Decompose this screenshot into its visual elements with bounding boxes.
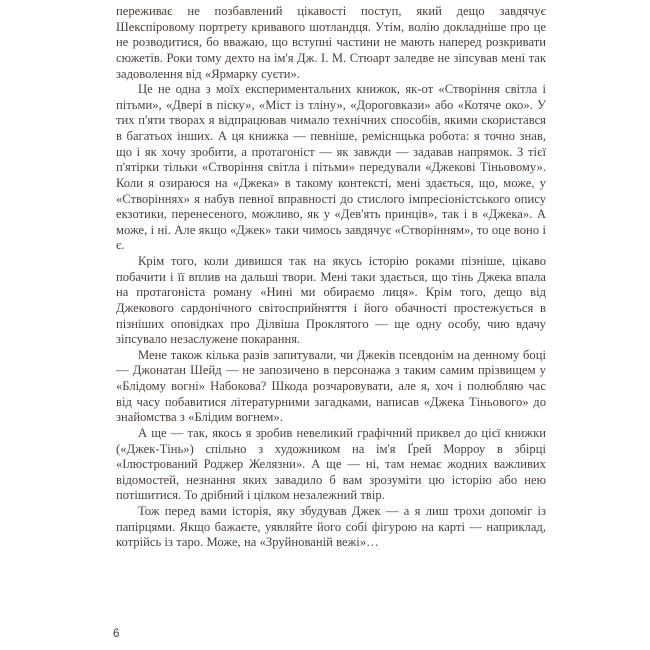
paragraph-1: переживає не позбавлений цікавості поступ, який дещо завдячує Шекспіровому портрету кривавого шотландця. Утім, волію докладніше про це не розводитися, бо вважаю, що вступні частини не мають наперед розкривати сюжетів. Роки тому дехто на ім'я Дж. І. М. Стюарт заледве не зіпсував мені так задоволення від «Ярмарку суєти». [116,4,546,81]
paragraph-2: Це не одна з моїх експериментальних книжок, як-от «Створіння світла і пітьми», «Двері в піску», «Міст із тліну», «Дороговкази» або «Котяче око». У тих п'яти творах я відпрацював чимало технічних способів, якими скористався в багатьох інших. А ця книжка — певніше, реміснщька робота: я точно знав, що і як хочу зробити, а протагоніст — як завжди — задавав напрямок. З тієї п'ятірки тільки «Створіння світла і пітьми» передували «Джекові Тіньовому». Коли я озираюся на «Джека» в такому контексті, мені здається, що, може, у «Створіннях» я набув певної вправності до стислого імпресіоністського опису екзотики, перенесеного, можливо, як у «Дев'ять принців», так і в «Джека». А може, і ні. Але якщо «Джек» таки чимось завдячує «Створінням», то оце воно і є. [116,82,546,253]
paragraph-6: Тож перед вами історія, яку збудував Джек — а я лиш трохи допоміг із папірцями. Якщо бажаєте, уявляйте його собі фігурою на карті — наприклад, котрійсь із таро. Може, на «Зруйнованій вежі»… [116,504,546,550]
paragraph-3: Крім того, коли дивишся так на якусь історію роками пізніше, цікаво побачити і її вплив на дальші твори. Мені таки здається, що тінь Джека впала на протагоніста роману «Нині ми обираємо лиця». Крім того, дещо від Джекового сардонічного світосприйняття і його обачності простежується в пізніших оповідках про Ділвіша Проклятого — ще одну особу, чию вдачу зіпсувало незаслужене покарання. [116,254,546,347]
body-text-column [116,4,546,551]
paragraph-5: А ще — так, якось я зробив невеликий графічний приквел до цієї книжки («Джек-Тінь») спільно з художником на ім'я Ґрей Морроу в збірці «Ілюстрований Роджер Желязни». А ще — ні, там немає жодних важливих відомостей, незнання яких завадило б вам зрозуміти цю історію або нею потішитися. То дрібний і цілком незалежний твір. [116,425,546,503]
page-number: 6 [113,628,120,640]
paragraph-4: Мене також кілька разів запитували, чи Джеків псевдонім на денному боці — Джонатан Шейд — не запозичено в персонажа з таким самим прізвищем у «Блідому вогні» Набокова? Шкода розчаровувати, але я, хоч і полюбляю час від часу побавитися літературними загадками, написав «Джека Тіньового» до знайомства з «Блідим вогнем». [116,347,546,425]
